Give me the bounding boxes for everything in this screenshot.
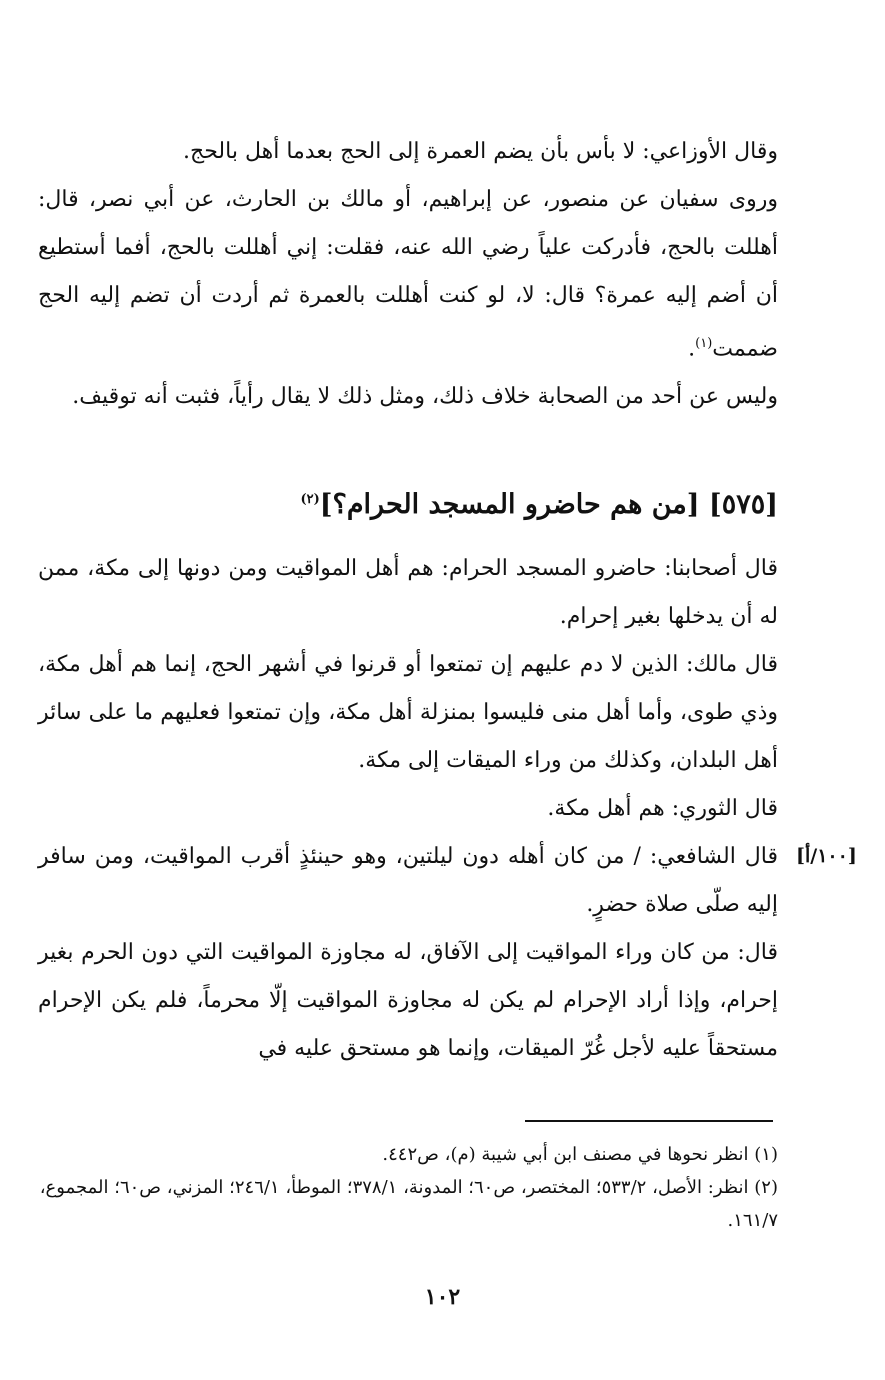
paragraph-sufyan-text: وروى سفيان عن منصور، عن إبراهيم، أو مالك بن الحارث، عن أبي نصر، قال: أهللت بالحج، فأدركت علياً رضي الله عنه، فقلت: إني أهللت بالحج، أفما أستطيع أن أضم إليه عمرة؟ قال: لا، لو كنت أهللت بالعمرة ثم أردت أن تضم إليه الحج ضممت xyxy=(38,187,778,362)
paragraph-ashabuna: قال أصحابنا: حاضرو المسجد الحرام: هم أهل المواقيت ومن دونها إلى مكة، ممن له أن يدخلها بغير إحرام. xyxy=(38,556,778,629)
footnote-1: (١) انظر نحوها في مصنف ابن أبي شيبة (م)، ص٤٤٢. xyxy=(382,1144,778,1165)
paragraph-shafii: قال الشافعي: / من كان أهله دون ليلتين، وهو حينئذٍ أقرب المواقيت، ومن سافر إليه صلّى صلاة حضرٍ. xyxy=(38,844,779,917)
paragraph-sahaba: وليس عن أحد من الصحابة خلاف ذلك، ومثل ذلك لا يقال رأياً، فثبت أنه توقيف. xyxy=(72,384,778,410)
footnote-divider xyxy=(525,1120,773,1122)
paragraph-malik: قال مالك: الذين لا دم عليهم إن تمتعوا أو قرنوا في أشهر الحج، إنما هم أهل مكة، وذي طوى، وأما أهل منى فليسوا بمنزلة أهل مكة، وإن تمتعوا فعليهم ما على سائر أهل البلدان، وكذلك من وراء الميقات إلى مكة. xyxy=(38,652,778,773)
page-number: ١٠٢ xyxy=(424,1284,461,1310)
footnote-ref-1: (١) xyxy=(695,336,713,351)
paragraph-sufyan: وروى سفيان عن منصور، عن إبراهيم، أو مالك بن الحارث، عن أبي نصر، قال: أهللت بالحج، فأدركت علياً رضي الله عنه، فقلت: إني أهللت بالحج، أفما أستطيع أن أضم إليه عمرة؟ قال: لا، لو كنت أهللت بالعمرة ثم أردت أن تضم إليه الحج ضممت$^{(١)}$. xyxy=(38,187,778,362)
section-heading xyxy=(38,476,778,529)
text-block-after-heading xyxy=(38,545,778,1073)
footnote-ref-2: (٢) xyxy=(300,492,320,507)
footnotes xyxy=(38,1138,778,1237)
footnote-2: (٢) انظر: الأصل، ٥٣٣/٢؛ المختصر، ص٦٠؛ المدونة، ٣٧٨/١؛ الموطأ، ٢٤٦/١؛ المزني، ص٦٠؛ المجموع، ١٦١/٧. xyxy=(39,1177,778,1231)
paragraph-awzai: وقال الأوزاعي: لا بأس بأن يضم العمرة إلى الحج بعدما أهل بالحج. xyxy=(183,139,778,164)
paragraph-qal: قال: من كان وراء المواقيت إلى الآفاق، له مجاوزة المواقيت التي دون الحرم بغير إحرام، وإذا أراد الإحرام لم يكن له مجاوزة المواقيت إلّا محرماً، فلم يكن الإحرام مستحقاً عليه لأجل غُرّ الميقات، وإنما هو مستحق عليه في xyxy=(38,940,778,1061)
section-heading-text: [٥٧٥] [من هم حاضرو المسجد الحرام؟] xyxy=(319,489,778,520)
text-block-before-heading xyxy=(38,128,778,421)
manuscript-folio-marker: [١٠٠/أ] xyxy=(796,845,857,867)
paragraph-thawri: قال الثوري: هم أهل مكة. xyxy=(547,796,778,821)
